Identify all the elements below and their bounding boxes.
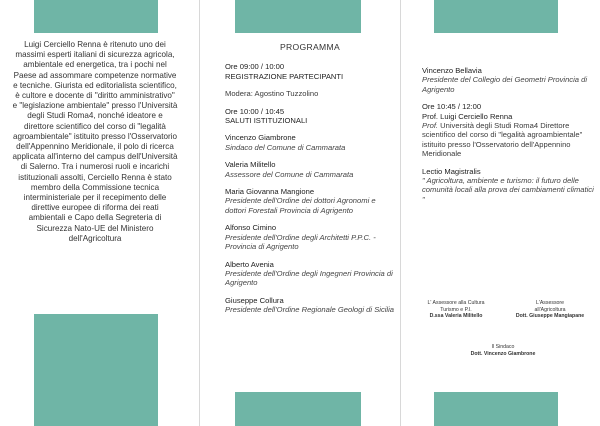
speaker bbox=[225, 160, 395, 179]
keynote-name: Prof. Luigi Cerciello Renna bbox=[422, 111, 513, 121]
top-accent-band bbox=[434, 0, 558, 33]
signature-block bbox=[508, 300, 592, 320]
speaker-role: Presidente dell'Ordine degli Architetti P.P.C. - Provincia di Agrigento bbox=[225, 232, 376, 252]
program bbox=[225, 43, 395, 323]
signature-name: D.ssa Valeria Militello bbox=[429, 313, 483, 320]
speaker-name: Vincenzo Giambrone bbox=[225, 133, 296, 143]
speaker bbox=[225, 223, 395, 251]
signature-title: Turismo e P.I. bbox=[440, 306, 472, 313]
speaker-role: Presidente dell'Ordine degli Ingegneri Provincia di Agrigento bbox=[225, 268, 393, 288]
program-continued bbox=[422, 66, 594, 212]
speaker-role: Assessore del Comune di Cammarata bbox=[225, 169, 354, 179]
speaker bbox=[225, 296, 395, 315]
slot-time: Ore 10:00 / 10:45 bbox=[225, 106, 285, 116]
speaker-role: Presidente dell'Ordine Regionale Geologi di Sicilia bbox=[225, 305, 395, 315]
signature-block bbox=[460, 344, 546, 357]
speaker-name: Alberto Avenia bbox=[225, 259, 274, 269]
speaker bbox=[422, 66, 594, 94]
speaker bbox=[225, 133, 395, 152]
speaker-role: Sindaco del Comune di Cammarata bbox=[225, 142, 346, 152]
speaker-role: Presidente del Collegio dei Geometri Provincia di Agrigento bbox=[422, 75, 588, 94]
speaker bbox=[225, 187, 395, 215]
top-accent-band bbox=[235, 0, 361, 33]
lectio bbox=[422, 167, 594, 205]
signature-name: Dott. Giuseppe Mangiapane bbox=[515, 313, 585, 320]
speaker-name: Alfonso Cimino bbox=[225, 223, 277, 233]
speaker-role: Presidente dell'Ordine dei dottori Agronomi e dottori Forestali Provincia di Agrigento bbox=[225, 196, 376, 215]
signature-title: Il Sindaco bbox=[491, 344, 515, 350]
moderator: Modera: Agostino Tuzzolino bbox=[225, 89, 319, 99]
middle-panel bbox=[201, 0, 399, 426]
signature-block bbox=[416, 300, 496, 320]
right-panel bbox=[402, 0, 600, 426]
speaker bbox=[225, 260, 395, 288]
slot-time: Ore 10:45 / 12:00 bbox=[422, 102, 482, 112]
signature-title: L' Assessore alla Cultura bbox=[427, 300, 485, 306]
lectio-title: Lectio Magistralis bbox=[422, 166, 481, 176]
bottom-accent-band bbox=[434, 392, 558, 426]
keynote-affiliation: Università degli Studi Roma4 Direttore scientifico del corso di "legalità agroambientale" istituito presso l'Osservatorio dell'Appennino Meridionale bbox=[422, 121, 583, 159]
bio-text: Luigi Cerciello Renna è ritenuto uno dei massimi esperti italiani di sicurezza agricola, ambientale ed energetica, tra i pochi nel Paese ad assommare competenze normative e tecniche. Giurista ed editorialista scientifico, è cultore e docente di "diritto amministrativo" e "legislazione ambientale" presso l'Università degli Studi Roma4, nonché ideatore e direttore scientifico del corso di "legalità agroambientale" istituito presso l'Osservatorio dell'Appennino Meridionale, il polo di ricerca applicata all'interno del campus dell'Università di Salerno. Tra i numerosi ruoli e incarichi istituzionali assolti, Cerciello Renna è stato membro della Commissione tecnica interministeriale per il recepimento delle direttive europee di riforma dei reati ambientali e Capo della Segreteria di Sicurezza Nato-UE del Ministero dell'Agricoltura bbox=[12, 40, 178, 243]
fold-divider bbox=[400, 0, 401, 426]
speaker-name: Vincenzo Bellavia bbox=[422, 66, 482, 75]
slot-keynote bbox=[422, 102, 594, 158]
speaker-name: Maria Giovanna Mangione bbox=[225, 187, 315, 197]
speaker-name: Giuseppe Collura bbox=[225, 295, 284, 305]
top-accent-band bbox=[34, 0, 158, 33]
slot-time: Ore 09:00 / 10:00 bbox=[225, 62, 285, 72]
bottom-accent-band bbox=[235, 392, 361, 426]
slot-label: REGISTRAZIONE PARTECIPANTI bbox=[225, 71, 344, 81]
program-title: PROGRAMMA bbox=[280, 42, 340, 52]
speaker-name: Valeria Militello bbox=[225, 160, 276, 170]
slot-registration bbox=[225, 62, 395, 81]
bottom-accent-band bbox=[34, 314, 158, 426]
slot-label: SALUTI ISTITUZIONALI bbox=[225, 116, 308, 126]
signature-title: all'Agricoltura bbox=[534, 306, 566, 313]
keynote-description bbox=[422, 121, 594, 159]
slot-greetings bbox=[225, 107, 395, 126]
signature-title: L'Assessore bbox=[535, 300, 565, 306]
lectio-text: " Agricoltura, ambiente e turismo: il futuro delle comunità locali alla prova dei cambiamenti climatici " bbox=[422, 176, 594, 204]
signature-name: Dott. Vincenzo Giambrone bbox=[470, 350, 536, 357]
keynote-prefix: Prof. bbox=[422, 121, 439, 131]
left-panel bbox=[0, 0, 198, 426]
fold-divider bbox=[199, 0, 200, 426]
